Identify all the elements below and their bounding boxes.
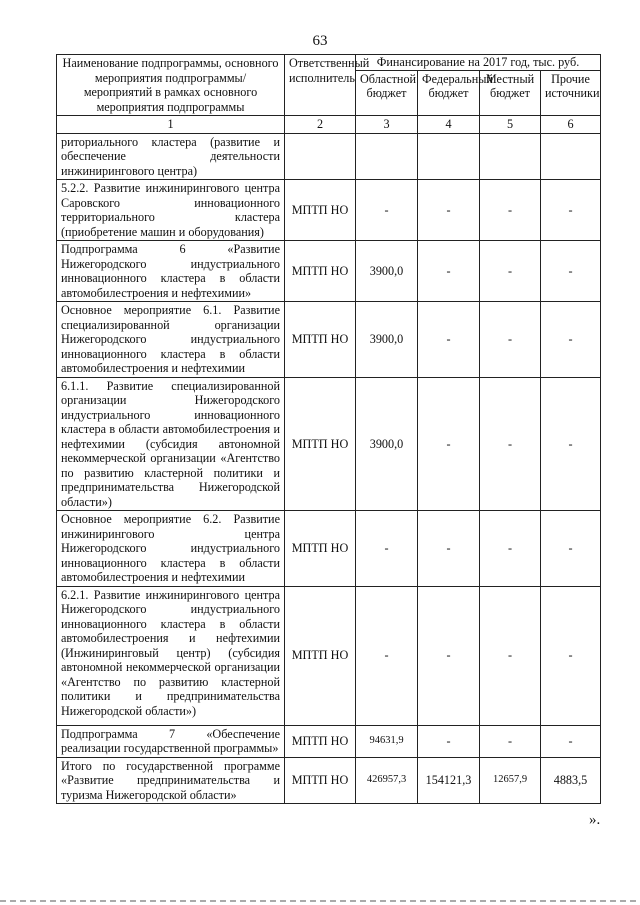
row-federal: - — [418, 302, 480, 378]
row-federal: - — [418, 725, 480, 757]
row-other: - — [541, 241, 601, 302]
row-name: Основное мероприятие 6.1. Развитие специализированной организации Нижегородского индустриального инновационного кластера в области автомобилестроения и нефтехимии — [57, 302, 285, 378]
page-number: 63 — [312, 33, 328, 49]
header-regional: Областной бюджет — [356, 70, 418, 115]
row-federal: - — [418, 377, 480, 511]
row-other: - — [541, 511, 601, 587]
column-number: 4 — [418, 116, 480, 134]
header-executor: Ответственный исполнитель — [285, 55, 356, 116]
column-number: 5 — [480, 116, 541, 134]
row-federal: - — [418, 241, 480, 302]
row-federal: - — [418, 511, 480, 587]
table-row — [57, 757, 601, 804]
row-local — [480, 133, 541, 180]
row-other: - — [541, 725, 601, 757]
table-row — [57, 586, 601, 725]
closing-quote-mark: ». — [589, 812, 601, 828]
row-other — [541, 133, 601, 180]
financing-table — [56, 54, 601, 804]
row-local: - — [480, 377, 541, 511]
row-regional: 3900,0 — [356, 302, 418, 378]
row-other: - — [541, 302, 601, 378]
row-name: 6.2.1. Развитие инжинирингового центра Нижегородского индустриального инновационного кластера в области автомобилестроения и нефтехимии (Инжиниринговый центр) (субсидия автономной некоммерческой организации «Агентство по развитию кластерной политики и предпринимательства Нижегородской области») — [57, 586, 285, 725]
header-local: Местный бюджет — [480, 70, 541, 115]
row-executor: МПТП НО — [285, 511, 356, 587]
row-other: - — [541, 377, 601, 511]
row-federal: 154121,3 — [418, 757, 480, 804]
row-other: - — [541, 180, 601, 241]
row-regional: 3900,0 — [356, 241, 418, 302]
column-number-row — [57, 116, 601, 134]
row-name: 5.2.2. Развитие инжинирингового центра Саровского инновационного территориального кластера (приобретение машин и оборудования) — [57, 180, 285, 241]
row-executor: МПТП НО — [285, 241, 356, 302]
row-federal: - — [418, 586, 480, 725]
row-name: Основное мероприятие 6.2. Развитие инжинирингового центра Нижегородского индустриального инновационного кластера в области автомобилестроения и нефтехимии — [57, 511, 285, 587]
row-executor: МПТП НО — [285, 377, 356, 511]
table-row — [57, 241, 601, 302]
table-row — [57, 725, 601, 757]
row-other: 4883,5 — [541, 757, 601, 804]
row-regional: 94631,9 — [356, 725, 418, 757]
row-name: риториального кластера (развитие и обеспечение деятельности инжинирингового центра) — [57, 133, 285, 180]
row-name: 6.1.1. Развитие специализированной организации Нижегородского индустриального инновационного кластера в области автомобилестроения и нефтехимии (субсидия автономной некоммерческой организации «Агентство по развитию кластерной политики и предпринимательства Нижегородской области») — [57, 377, 285, 511]
table-row — [57, 511, 601, 587]
table-row — [57, 180, 601, 241]
row-name: Подпрограмма 6 «Развитие Нижегородского индустриального инновационного кластера в области автомобилестроения и нефтехимии» — [57, 241, 285, 302]
column-number: 3 — [356, 116, 418, 134]
row-executor: МПТП НО — [285, 302, 356, 378]
row-regional — [356, 133, 418, 180]
row-regional: 426957,3 — [356, 757, 418, 804]
header-financing: Финансирование на 2017 год, тыс. руб. — [356, 55, 601, 71]
row-name: Итого по государственной программе «Развитие предпринимательства и туризма Нижегородской области» — [57, 757, 285, 804]
column-number: 6 — [541, 116, 601, 134]
row-local: - — [480, 725, 541, 757]
row-regional: - — [356, 180, 418, 241]
column-number: 2 — [285, 116, 356, 134]
row-local: 12657,9 — [480, 757, 541, 804]
table-row — [57, 133, 601, 180]
header-other: Прочие источники — [541, 70, 601, 115]
row-executor — [285, 133, 356, 180]
row-regional: 3900,0 — [356, 377, 418, 511]
header-name: Наименование подпрограммы, основного мероприятия подпрограммы/мероприятий в рамках основного мероприятия подпрограммы — [57, 55, 285, 116]
row-name: Подпрограмма 7 «Обеспечение реализации государственной программы» — [57, 725, 285, 757]
row-federal — [418, 133, 480, 180]
table-row — [57, 377, 601, 511]
header-federal: Федеральный бюджет — [418, 70, 480, 115]
row-other: - — [541, 586, 601, 725]
row-local: - — [480, 586, 541, 725]
scan-edge-line — [0, 900, 640, 902]
table-row — [57, 302, 601, 378]
row-executor: МПТП НО — [285, 180, 356, 241]
row-federal: - — [418, 180, 480, 241]
row-executor: МПТП НО — [285, 725, 356, 757]
row-local: - — [480, 302, 541, 378]
row-local: - — [480, 511, 541, 587]
row-regional: - — [356, 511, 418, 587]
row-local: - — [480, 180, 541, 241]
row-regional: - — [356, 586, 418, 725]
row-executor: МПТП НО — [285, 757, 356, 804]
row-executor: МПТП НО — [285, 586, 356, 725]
row-local: - — [480, 241, 541, 302]
column-number: 1 — [57, 116, 285, 134]
